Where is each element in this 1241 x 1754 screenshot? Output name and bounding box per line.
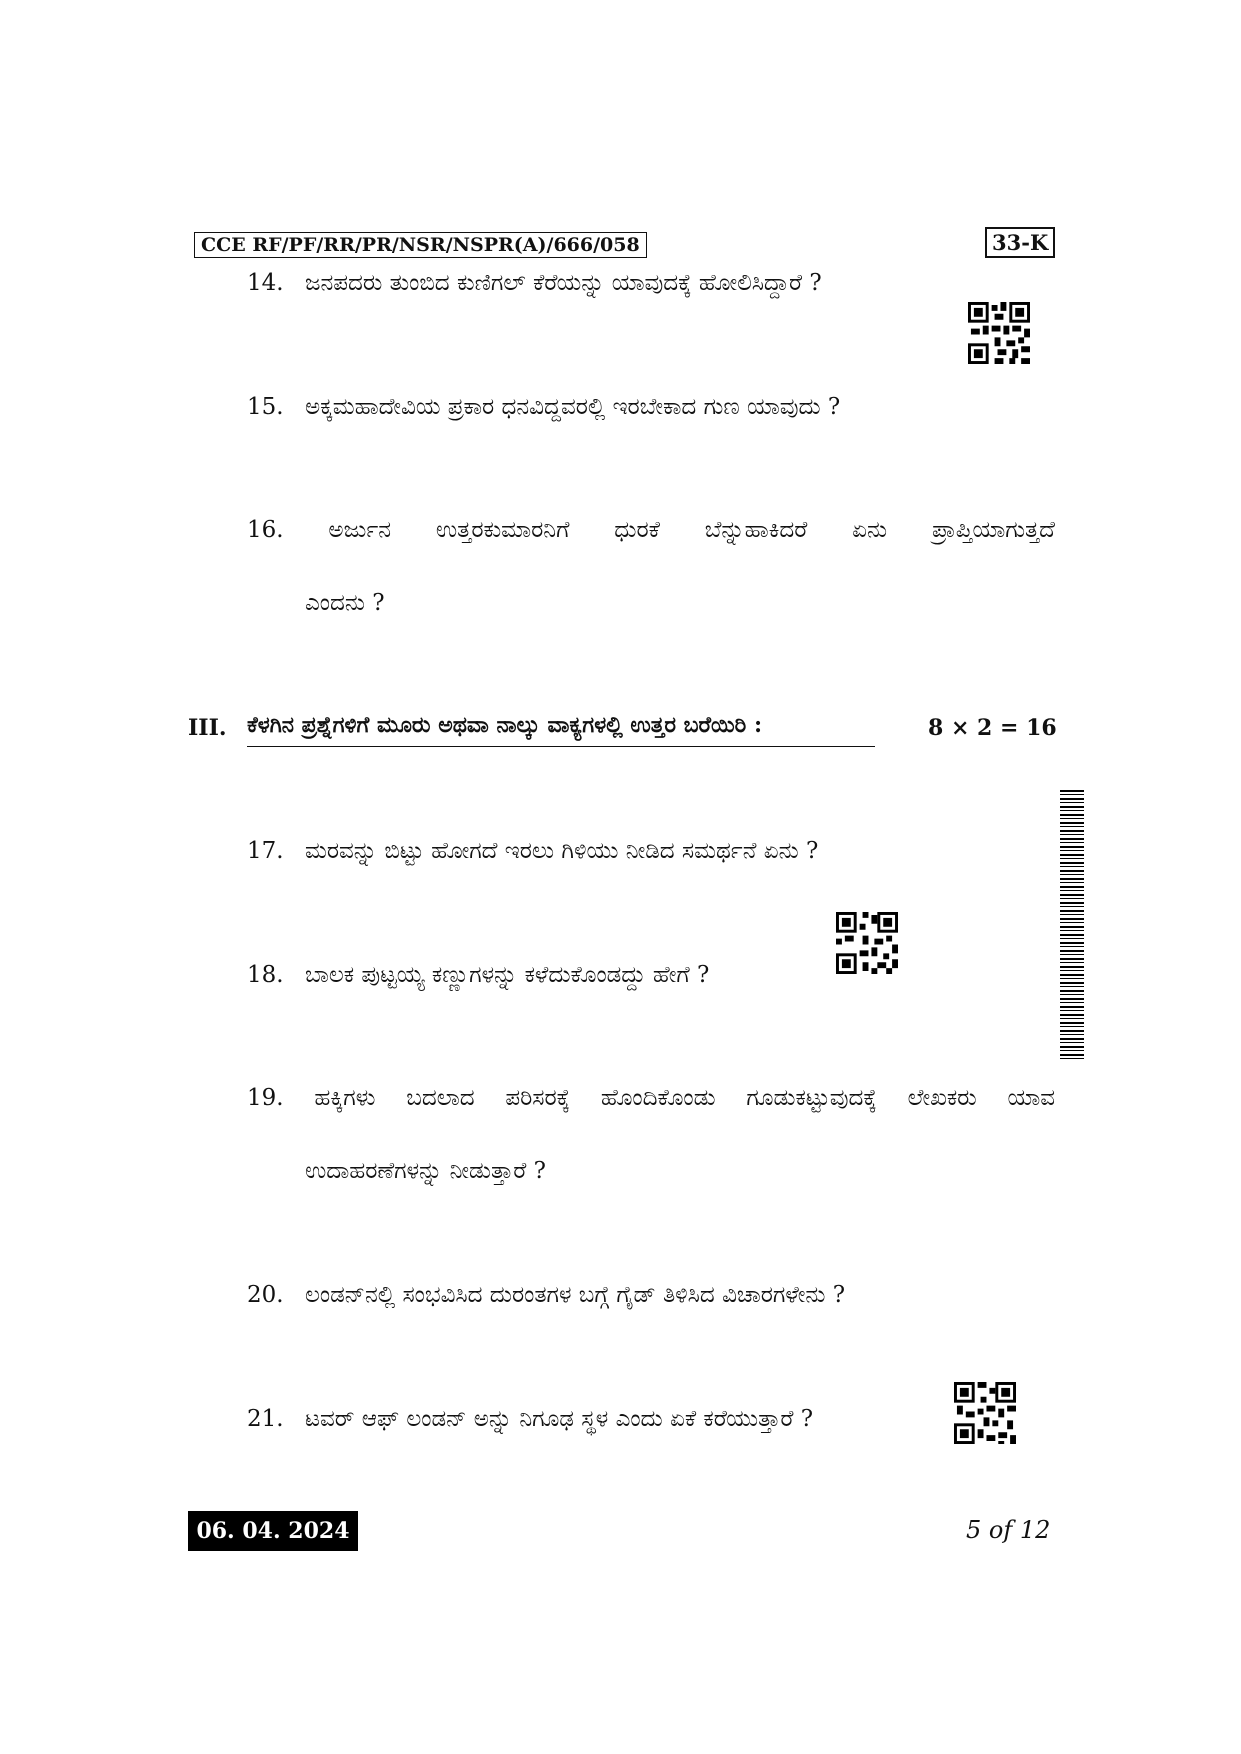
question-21 [247, 1406, 813, 1432]
question-word: ಧುರಕೆ [614, 517, 660, 543]
question-number: 17. [247, 838, 284, 864]
barcode-icon [1060, 790, 1084, 1060]
question-17 [247, 838, 818, 864]
paper-code-badge: 33-K [985, 227, 1055, 258]
question-14 [247, 270, 822, 296]
section-title: ಕೆಳಗಿನ ಪ್ರಶ್ನೆಗಳಿಗೆ ಮೂರು ಅಥವಾ ನಾಲ್ಕು ವಾಕ್ಯಗಳಲ್ಲಿ ಉತ್ತರ ಬರೆಯಿರಿ : [247, 712, 875, 747]
section-marks: 8 × 2 = 16 [928, 715, 1057, 741]
question-text: ಅಕ್ಕಮಹಾದೇವಿಯ ಪ್ರಕಾರ ಧನವಿದ್ದವರಲ್ಲಿ ಇರಬೇಕಾದ ಗುಣ ಯಾವುದು ? [305, 394, 841, 420]
question-number: 20. [247, 1282, 284, 1308]
qr-code-icon [968, 302, 1030, 364]
question-number: 16. [247, 517, 284, 543]
question-text: ಮರವನ್ನು ಬಿಟ್ಟು ಹೋಗದೆ ಇರಲು ಗಿಳಿಯು ನೀಡಿದ ಸಮರ್ಥನೆ ಏನು ? [305, 838, 819, 864]
question-15 [247, 394, 840, 420]
question-19-continuation: ಉದಾಹರಣೆಗಳನ್ನು ನೀಡುತ್ತಾರೆ ? [305, 1158, 546, 1184]
question-18 [247, 962, 709, 988]
qr-code-icon [954, 1382, 1016, 1444]
question-word: ಏನು [852, 517, 888, 543]
question-word: ಗೂಡುಕಟ್ಟುವುದಕ್ಕೆ [746, 1085, 877, 1111]
question-number: 14. [247, 270, 284, 296]
question-word: ಬೆನ್ನುಹಾಕಿದರೆ [704, 517, 808, 543]
exam-code: CCE RF/PF/RR/PR/NSR/NSPR(A)/666/058 [194, 232, 647, 258]
question-number: 19. [247, 1085, 284, 1111]
question-word: ಪ್ರಾಪ್ತಿಯಾಗುತ್ತದೆ [931, 517, 1055, 543]
question-text: ಟವರ್ ಆಫ್ ಲಂಡನ್ ಅನ್ನು ನಿಗೂಢ ಸ್ಥಳ ಎಂದು ಏಕೆ ಕರೆಯುತ್ತಾರೆ ? [305, 1406, 814, 1432]
question-word: ಅರ್ಜುನ [328, 517, 392, 543]
question-20 [247, 1282, 845, 1308]
question-16 [247, 517, 1055, 543]
question-word: ಉತ್ತರಕುಮಾರನಿಗೆ [435, 517, 570, 543]
page-number: 5 of 12 [966, 1516, 1051, 1544]
question-word: ಯಾವ [1007, 1085, 1055, 1111]
question-text: ಲಂಡನ್‌ನಲ್ಲಿ ಸಂಭವಿಸಿದ ದುರಂತಗಳ ಬಗ್ಗೆ ಗೈಡ್ ತಿಳಿಸಿದ ವಿಚಾರಗಳೇನು ? [305, 1282, 846, 1308]
question-number: 15. [247, 394, 284, 420]
question-word: ಪರಿಸರಕ್ಕೆ [505, 1085, 571, 1111]
question-number: 21. [247, 1406, 284, 1432]
question-word: ಹಕ್ಕಿಗಳು [314, 1085, 376, 1111]
question-19 [247, 1085, 1055, 1111]
question-text: ಜನಪದರು ತುಂಬಿದ ಕುಣಿಗಲ್ ಕೆರೆಯನ್ನು ಯಾವುದಕ್ಕೆ ಹೋಲಿಸಿದ್ದಾರೆ ? [305, 270, 822, 296]
question-word: ಲೇಖಕರು [907, 1085, 977, 1111]
question-word: ಬದಲಾದ [406, 1085, 475, 1111]
exam-date: 06. 04. 2024 [188, 1511, 358, 1551]
question-word: ಹೊಂದಿಕೊಂಡು [600, 1085, 716, 1111]
question-16-continuation: ಎಂದನು ? [305, 590, 385, 616]
question-text: ಬಾಲಕ ಪುಟ್ಟಯ್ಯ ಕಣ್ಣುಗಳನ್ನು ಕಳೆದುಕೊಂಡದ್ದು ಹೇಗೆ ? [305, 962, 710, 988]
question-number: 18. [247, 962, 284, 988]
qr-code-icon [836, 912, 898, 974]
section-number: III. [188, 715, 227, 741]
